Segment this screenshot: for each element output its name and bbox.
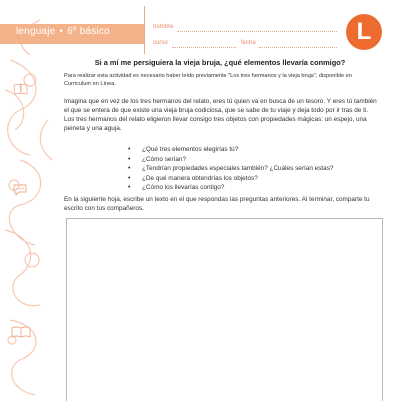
subject-separator: • bbox=[59, 26, 64, 37]
subject-logo bbox=[346, 14, 382, 50]
intro-note: Para realizar esta actividad es necesario haber leído previamente "Los tres hermanos y la vieja bruja", disponible en Curriculum en Línea. bbox=[64, 73, 352, 87]
date-label: fecha bbox=[241, 40, 256, 46]
chat-icon bbox=[12, 183, 28, 197]
course-field[interactable] bbox=[172, 47, 236, 48]
open-book-icon bbox=[11, 325, 31, 339]
question-list bbox=[128, 145, 333, 193]
question-item: • ¿Qué tres elementos elegirías tú? bbox=[128, 145, 333, 155]
subject-label bbox=[16, 26, 110, 37]
page-title: Si a mí me persiguiera la vieja bruja, ¿qué elementos llevaría conmigo? bbox=[94, 58, 346, 67]
decorative-sidebar bbox=[0, 0, 56, 400]
subject-name: lenguaje bbox=[16, 26, 56, 37]
swirl-decoration bbox=[0, 0, 60, 400]
course-label: curso bbox=[153, 40, 168, 46]
question-item: • ¿Cómo serían? bbox=[128, 155, 333, 165]
paragraph: Los tres hermanos del relato eligieron llevar consigo tres objetos con propiedades mágicas: un espejo, una peineta y una aguja. bbox=[64, 116, 367, 132]
name-field[interactable] bbox=[177, 31, 337, 32]
question-item: • ¿Tendrían propiedades especiales también? ¿Cuáles serían estas? bbox=[128, 164, 333, 174]
paragraph: Imagina que en vez de los tres hermanos del relato, eres tú quien va en busca de un tesoro. Y eres tú también el que se entera de que existe una vieja bruja codiciosa, que se sabe de tu viaje y deja todo por ir tras de ti. bbox=[64, 98, 377, 114]
logo-letter: L bbox=[356, 18, 372, 45]
grade-level: 6º básico bbox=[67, 26, 110, 37]
answer-writing-area[interactable] bbox=[66, 218, 383, 401]
book-icon bbox=[13, 83, 29, 95]
writing-instruction: En la siguiente hoja, escribe un texto en el que respondas las preguntas anteriores. Al terminar, comparte tu escrito con tus compañeros. bbox=[64, 196, 370, 212]
question-item: • ¿De qué manera obtendrías los objetos? bbox=[128, 174, 333, 184]
name-label: nombre bbox=[153, 24, 174, 30]
question-item: • ¿Cómo los llevarías contigo? bbox=[128, 183, 333, 193]
story-prompt bbox=[64, 97, 380, 133]
date-field[interactable] bbox=[259, 47, 337, 48]
